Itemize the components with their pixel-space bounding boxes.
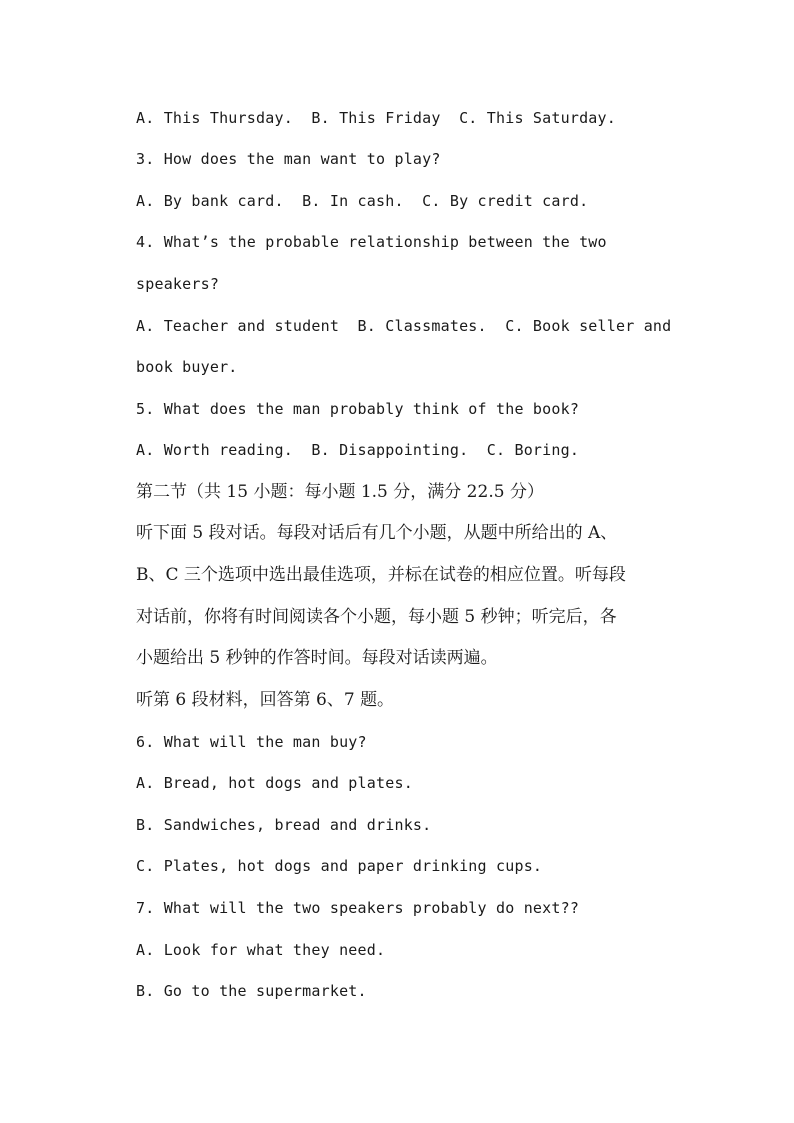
question-7: 7. What will the two speakers probably do next?? — [136, 899, 580, 917]
q7-option-a: A. Look for what they need. — [136, 941, 386, 959]
q4-options-cont: book buyer. — [136, 358, 238, 376]
instructions-line-3: 对话前，你将有时间阅读各个小题，每小题 5 秒钟；听完后，各 — [136, 607, 617, 627]
q6-option-c: C. Plates, hot dogs and paper drinking cups. — [136, 857, 543, 875]
material-6-heading: 听第 6 段材料，回答第 6、7 题。 — [136, 690, 395, 710]
q5-options: A. Worth reading. B. Disappointing. C. Boring. — [136, 441, 580, 459]
q4-options: A. Teacher and student B. Classmates. C. Book seller and — [136, 317, 672, 335]
instructions-line-2: B、C 三个选项中选出最佳选项，并标在试卷的相应位置。听每段 — [136, 565, 626, 585]
q6-option-b: B. Sandwiches, bread and drinks. — [136, 816, 432, 834]
instructions-line-1: 听下面 5 段对话。每段对话后有几个小题，从题中所给出的 A、 — [136, 523, 618, 543]
q3-options: A. By bank card. B. In cash. C. By credit card. — [136, 192, 589, 210]
q6-option-a: A. Bread, hot dogs and plates. — [136, 774, 413, 792]
q7-option-b: B. Go to the supermarket. — [136, 982, 367, 1000]
section-heading: 第二节（共 15 小题：每小题 1.5 分，满分 22.5 分） — [136, 482, 544, 502]
question-4-cont: speakers? — [136, 275, 220, 293]
question-4: 4. What’s the probable relationship between the two — [136, 233, 607, 251]
question-5: 5. What does the man probably think of the book? — [136, 400, 580, 418]
instructions-line-4: 小题给出 5 秒钟的作答时间。每段对话读两遍。 — [136, 648, 498, 668]
q2-options: A. This Thursday. B. This Friday C. This Saturday. — [136, 109, 616, 127]
question-3: 3. How does the man want to play? — [136, 150, 441, 168]
question-6: 6. What will the man buy? — [136, 733, 367, 751]
